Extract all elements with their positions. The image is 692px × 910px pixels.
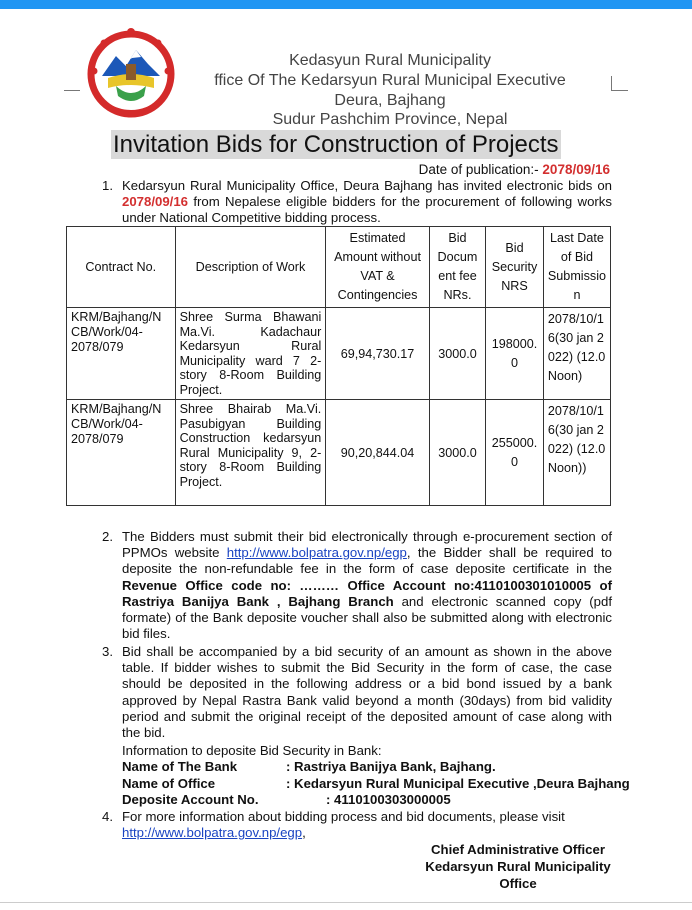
item-2-text xyxy=(122,529,612,642)
header-amount: Estimated Amount without VAT & Contingencies xyxy=(326,227,430,308)
bids-table xyxy=(66,226,611,506)
bolpatra-link-2[interactable]: http://www.bolpatra.gov.np/egp xyxy=(122,825,303,840)
page-title: Invitation Bids for Construction of Projects xyxy=(113,131,559,158)
header-description: Description of Work xyxy=(175,227,326,308)
item-1-text xyxy=(122,178,612,227)
header-municipality: Kedasyun Rural Municipality xyxy=(289,52,491,69)
crop-mark-left xyxy=(64,80,80,91)
bottom-divider xyxy=(0,902,692,903)
item-2-text-c: and electronic scanned copy (pdf formate) of the Bank deposite voucher shall also be submitted along with electronic bid files. xyxy=(122,593,612,642)
header-contract-no: Contract No. xyxy=(67,227,176,308)
row-1-security: 198000.0 xyxy=(486,308,544,400)
item-4-number: 4. xyxy=(102,809,113,824)
table-row xyxy=(67,400,611,506)
row-1-last-date: 2078/10/16(30 jan 2022) (12.0Noon) xyxy=(543,308,610,400)
item-1-date: 2078/09/16 xyxy=(122,194,189,210)
item-1-text-a: Kedarsyun Rural Municipality Office, Deura Bajhang has invited electronic bids on xyxy=(122,178,612,193)
header-fee: Bid Docum ent fee NRs. xyxy=(429,227,485,308)
item-2-text-a: The Bidders must submit their bid electronically through e-procurement section of PPMOs website xyxy=(122,529,612,561)
header-province: Sudur Pashchim Province, Nepal xyxy=(272,111,508,128)
item-4-text: For more information about bidding process and bid documents, please visit xyxy=(122,809,565,824)
publication-date xyxy=(419,162,610,177)
bank-label: Name of The Bank xyxy=(122,759,238,774)
signature-title: Chief Administrative Officer xyxy=(431,842,605,857)
signature-office: Office xyxy=(499,876,537,891)
table-header-row xyxy=(67,227,611,308)
office-label: Name of Office xyxy=(122,776,216,791)
account-label: Deposite Account No. xyxy=(122,792,259,807)
bank-value: : Rastriya Banijya Bank, Bajhang. xyxy=(286,759,496,774)
publication-label: Date of publication:- xyxy=(418,162,543,177)
header-office: ffice Of The Kedarsyun Rural Municipal Executive xyxy=(214,72,566,89)
item-3-text: Bid shall be accompanied by a bid security of an amount as shown in the above table. If bidder wishes to submit the Bid Security in the form of case, the case should be deposited in the following address or a bid bond issued by a bank approved by Nepal Rastra Bank valid beyond a month (30days) from bid validity period and submit the original receipt of the deposited amount of case along with the bid. xyxy=(122,644,612,741)
row-2-last-date: 2078/10/16(30 jan 2022) (12.0Noon)) xyxy=(543,400,610,506)
row-2-description: Shree Bhairab Ma.Vi. Pasubigyan Building Construction kedarsyun Rural Municipality 9, 2-story 8-Room Building Project. xyxy=(175,400,326,506)
row-1-contract-no: KRM/Bajhang/N CB/Work/04-2078/079 xyxy=(67,308,176,400)
top-accent-bar xyxy=(0,0,692,9)
row-2-amount: 90,20,844.04 xyxy=(326,400,430,506)
row-2-security: 255000.0 xyxy=(486,400,544,506)
account-value: : 4110100303000005 xyxy=(326,792,451,807)
row-2-contract-no: KRM/Bajhang/N CB/Work/04-2078/079 xyxy=(67,400,176,506)
bolpatra-link-1[interactable]: http://www.bolpatra.gov.np/egp xyxy=(226,545,407,561)
crop-mark-right xyxy=(611,76,628,91)
publication-date-value: 2078/09/16 xyxy=(542,162,610,177)
row-1-description: Shree Surma Bhawani Ma.Vi. Kadachaur Kedarsyun Rural Municipality ward 7 2-story 8-Room Building Project. xyxy=(175,308,326,400)
item-2-number: 2. xyxy=(102,529,113,544)
item-2-text-b: , the Bidder shall be required to deposite the non-refundable fee in the form of case deposite certificate in the xyxy=(122,545,612,577)
header-last-date: Last Date of Bid Submissio n xyxy=(543,227,610,308)
office-value: : Kedarsyun Rural Municipal Executive ,Deura Bajhang xyxy=(286,776,630,791)
row-1-fee: 3000.0 xyxy=(429,308,485,400)
table-row xyxy=(67,308,611,400)
item-4-link-line xyxy=(122,825,612,841)
item-2-account-info: Revenue Office code no: ……… Office Account no:4110100301010005 of Rastriya Banijya Bank , Bajhang Branch xyxy=(122,577,612,609)
item-3-info: Information to deposite Bid Security in Bank: xyxy=(122,743,382,758)
row-1-amount: 69,94,730.17 xyxy=(326,308,430,400)
item-1-text-b: from Nepalese eligible bidders for the procurement of following works under National Competitive bidding process. xyxy=(122,194,612,226)
row-2-fee: 3000.0 xyxy=(429,400,485,506)
header-location: Deura, Bajhang xyxy=(334,92,446,109)
item-4-suffix: , xyxy=(302,825,306,840)
signature-org: Kedarsyun Rural Municipality xyxy=(425,859,611,874)
item-1-number: 1. xyxy=(102,178,113,193)
item-3-number: 3. xyxy=(102,644,113,659)
header-security: Bid Security NRS xyxy=(486,227,544,308)
